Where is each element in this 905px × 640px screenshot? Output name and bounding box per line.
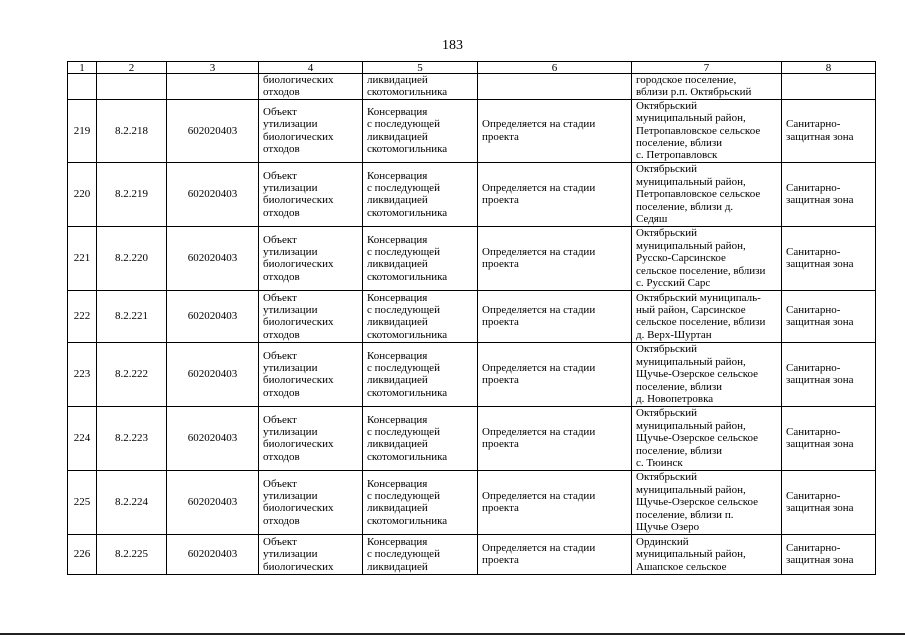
parameters-cell: Определяется на стадии проекта <box>478 226 632 290</box>
zone-cell <box>782 74 876 100</box>
table-row <box>68 162 876 226</box>
zone-cell: Санитарно- защитная зона <box>782 406 876 470</box>
table-header-row <box>68 62 876 74</box>
code-cell: 8.2.223 <box>97 406 167 470</box>
column-header: 1 <box>68 62 97 74</box>
action-cell: Консервация с последующей ликвидацией скотомогильника <box>363 342 478 406</box>
classifier-code-cell: 602020403 <box>167 226 259 290</box>
column-header: 6 <box>478 62 632 74</box>
parameters-cell: Определяется на стадии проекта <box>478 99 632 162</box>
row-number-cell: 219 <box>68 99 97 162</box>
column-header: 2 <box>97 62 167 74</box>
column-header: 7 <box>632 62 782 74</box>
scan-edge-line <box>0 633 905 635</box>
table-row <box>68 290 876 342</box>
table-row <box>68 99 876 162</box>
location-cell: Октябрьский муниципальный район, Петропавловское сельское поселение, вблизи д. Седяш <box>632 162 782 226</box>
code-cell: 8.2.224 <box>97 470 167 534</box>
table-row <box>68 342 876 406</box>
column-header: 4 <box>259 62 363 74</box>
action-cell: Консервация с последующей ликвидацией <box>363 534 478 574</box>
location-cell: Октябрьский муниципальный район, Щучье-Озерское сельское поселение, вблизи д. Новопетровка <box>632 342 782 406</box>
page-number: 183 <box>442 38 463 53</box>
location-cell: Октябрьский муниципаль- ный район, Сарсинское сельское поселение, вблизи д. Верх-Шуртан <box>632 290 782 342</box>
zone-cell: Санитарно- защитная зона <box>782 162 876 226</box>
row-number-cell: 220 <box>68 162 97 226</box>
parameters-cell <box>478 74 632 100</box>
classifier-code-cell: 602020403 <box>167 534 259 574</box>
zone-cell: Санитарно- защитная зона <box>782 342 876 406</box>
classifier-code-cell: 602020403 <box>167 470 259 534</box>
zone-cell: Санитарно- защитная зона <box>782 290 876 342</box>
object-type-cell: Объект утилизации биологических отходов <box>259 162 363 226</box>
classifier-code-cell: 602020403 <box>167 342 259 406</box>
row-number-cell: 226 <box>68 534 97 574</box>
column-header: 5 <box>363 62 478 74</box>
table-row <box>68 470 876 534</box>
object-type-cell: Объект утилизации биологических отходов <box>259 470 363 534</box>
action-cell: Консервация с последующей ликвидацией скотомогильника <box>363 470 478 534</box>
parameters-cell: Определяется на стадии проекта <box>478 534 632 574</box>
object-type-cell: Объект утилизации биологических отходов <box>259 226 363 290</box>
column-header: 3 <box>167 62 259 74</box>
parameters-cell: Определяется на стадии проекта <box>478 406 632 470</box>
code-cell: 8.2.221 <box>97 290 167 342</box>
column-header: 8 <box>782 62 876 74</box>
classifier-code-cell: 602020403 <box>167 99 259 162</box>
zone-cell: Санитарно- защитная зона <box>782 534 876 574</box>
object-type-cell: Объект утилизации биологических отходов <box>259 406 363 470</box>
code-cell: 8.2.222 <box>97 342 167 406</box>
action-cell: Консервация с последующей ликвидацией скотомогильника <box>363 290 478 342</box>
location-cell: Октябрьский муниципальный район, Русско-Сарсинское сельское поселение, вблизи с. Русский Сарс <box>632 226 782 290</box>
row-number-cell: 225 <box>68 470 97 534</box>
parameters-cell: Определяется на стадии проекта <box>478 470 632 534</box>
row-number-cell: 222 <box>68 290 97 342</box>
action-cell: Консервация с последующей ликвидацией скотомогильника <box>363 406 478 470</box>
location-cell: Октябрьский муниципальный район, Петропавловское сельское поселение, вблизи с. Петропавловск <box>632 99 782 162</box>
table-row <box>68 74 876 100</box>
object-type-cell: биологических отходов <box>259 74 363 100</box>
classifier-code-cell: 602020403 <box>167 290 259 342</box>
action-cell: Консервация с последующей ликвидацией скотомогильника <box>363 99 478 162</box>
table-row <box>68 534 876 574</box>
object-type-cell: Объект утилизации биологических отходов <box>259 99 363 162</box>
object-type-cell: Объект утилизации биологических <box>259 534 363 574</box>
action-cell: ликвидацией скотомогильника <box>363 74 478 100</box>
location-cell: Октябрьский муниципальный район, Щучье-Озерское сельское поселение, вблизи п. Щучье Озеро <box>632 470 782 534</box>
parameters-cell: Определяется на стадии проекта <box>478 290 632 342</box>
code-cell: 8.2.220 <box>97 226 167 290</box>
location-cell: городское поселение, вблизи р.п. Октябрьский <box>632 74 782 100</box>
code-cell: 8.2.225 <box>97 534 167 574</box>
zone-cell: Санитарно- защитная зона <box>782 99 876 162</box>
table-row <box>68 226 876 290</box>
table-row <box>68 406 876 470</box>
location-cell: Октябрьский муниципальный район, Щучье-Озерское сельское поселение, вблизи с. Тюинск <box>632 406 782 470</box>
parameters-cell: Определяется на стадии проекта <box>478 342 632 406</box>
location-cell: Ординский муниципальный район, Ашапское сельское <box>632 534 782 574</box>
row-number-cell: 223 <box>68 342 97 406</box>
object-type-cell: Объект утилизации биологических отходов <box>259 290 363 342</box>
object-type-cell: Объект утилизации биологических отходов <box>259 342 363 406</box>
action-cell: Консервация с последующей ликвидацией скотомогильника <box>363 162 478 226</box>
document-table <box>67 61 876 575</box>
row-number-cell: 224 <box>68 406 97 470</box>
code-cell <box>97 74 167 100</box>
row-number-cell <box>68 74 97 100</box>
action-cell: Консервация с последующей ликвидацией скотомогильника <box>363 226 478 290</box>
code-cell: 8.2.219 <box>97 162 167 226</box>
parameters-cell: Определяется на стадии проекта <box>478 162 632 226</box>
zone-cell: Санитарно- защитная зона <box>782 226 876 290</box>
zone-cell: Санитарно- защитная зона <box>782 470 876 534</box>
code-cell: 8.2.218 <box>97 99 167 162</box>
classifier-code-cell: 602020403 <box>167 162 259 226</box>
classifier-code-cell <box>167 74 259 100</box>
classifier-code-cell: 602020403 <box>167 406 259 470</box>
row-number-cell: 221 <box>68 226 97 290</box>
